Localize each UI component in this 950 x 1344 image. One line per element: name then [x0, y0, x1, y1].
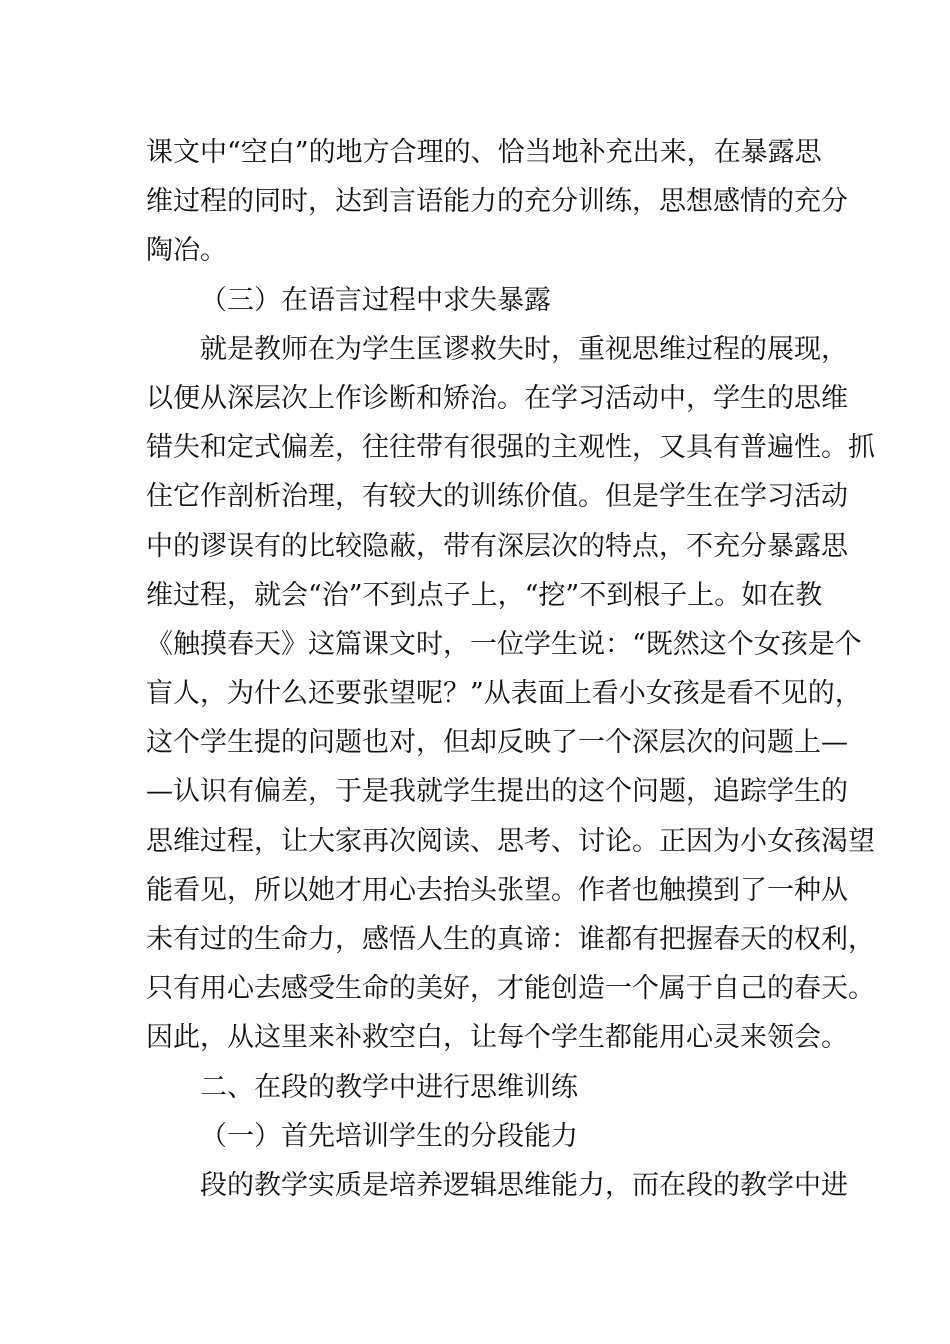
body-line: 未有过的生命力，感悟人生的真谛：谁都有把握春天的权利，	[146, 924, 875, 955]
document-body	[146, 128, 875, 1210]
body-line: 课文中“空白”的地方合理的、恰当地补充出来，在暴露思	[146, 137, 822, 168]
body-line: 维过程的同时，达到言语能力的充分训练，思想感情的充分	[146, 186, 848, 218]
body-line: 错失和定式偏差，往往带有很强的主观性，又具有普遍性。抓	[146, 432, 875, 464]
paragraph-first-line: 就是教师在为学生匡谬救失时，重视思维过程的展现，	[200, 333, 848, 365]
body-line: —认识有偏差，于是我就学生提出的这个问题，追踪学生的	[146, 776, 848, 808]
paragraph-first-line: 段的教学实质是培养逻辑思维能力，而在段的教学中进	[200, 1169, 848, 1201]
subsection-heading-one: （一）首先培训学生的分段能力	[200, 1120, 578, 1152]
body-line: 以便从深层次上作诊断和矫治。在学习活动中，学生的思维	[146, 382, 848, 414]
body-line: 只有用心去感受生命的美好，才能创造一个属于自己的春天。	[146, 973, 875, 1005]
body-line: 这个学生提的问题也对，但却反映了一个深层次的问题上—	[146, 727, 848, 759]
body-line: 中的谬误有的比较隐蔽，带有深层次的特点，不充分暴露思	[146, 530, 848, 562]
body-line: 住它作剖析治理，有较大的训练价值。但是学生在学习活动	[146, 481, 848, 513]
body-line: 《触摸春天》这篇课文时，一位学生说：“既然这个女孩是个	[146, 628, 862, 660]
body-line: 思维过程，让大家再次阅读、思考、讨论。正因为小女孩渴望	[146, 825, 875, 857]
body-line: 因此，从这里来补救空白，让每个学生都能用心灵来领会。	[146, 1022, 848, 1054]
section-heading-two: 二、在段的教学中进行思维训练	[200, 1071, 578, 1103]
body-line: 能看见，所以她才用心去抬头张望。作者也触摸到了一种从	[146, 874, 848, 906]
body-line: 维过程，就会“治”不到点子上，“挖”不到根子上。如在教	[146, 579, 823, 611]
body-line: 盲人，为什么还要张望呢？”从表面上看小女孩是看不见的，	[146, 678, 862, 710]
body-line: 陶冶。	[146, 235, 227, 267]
section-heading-three: （三）在语言过程中求失暴露	[200, 284, 551, 316]
